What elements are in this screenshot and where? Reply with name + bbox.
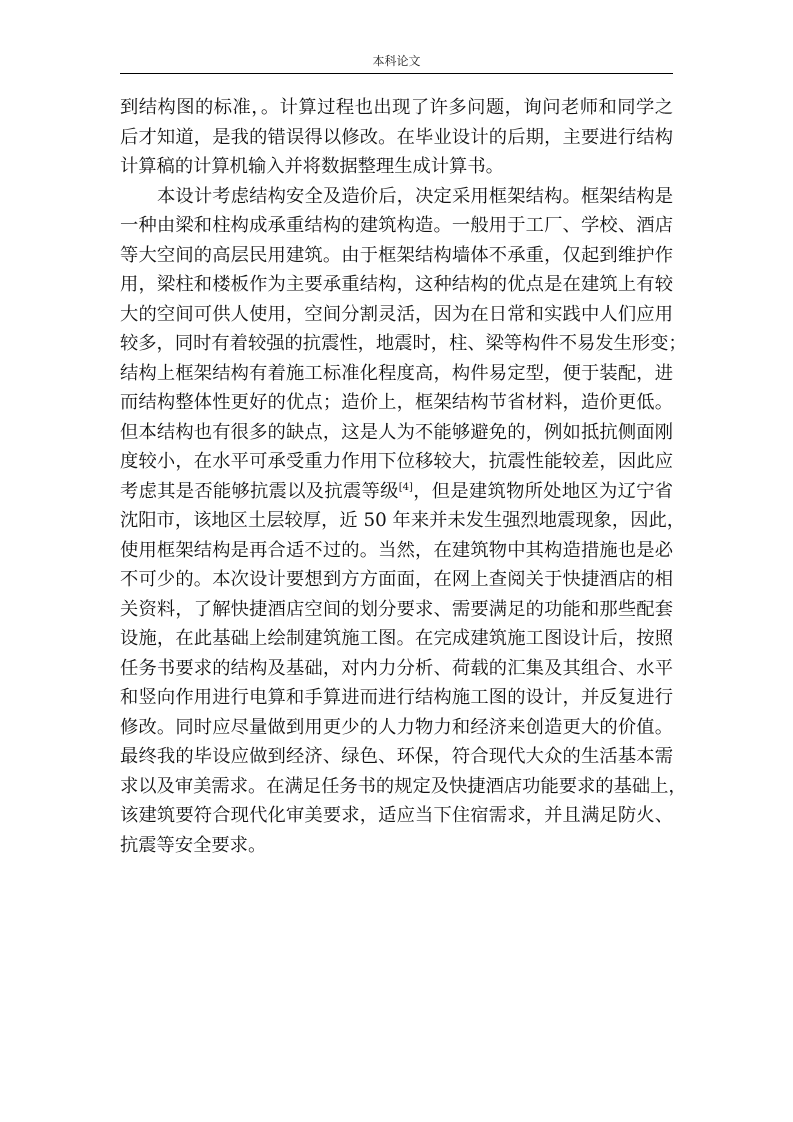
paragraph2-line: 本设计考虑结构安全及造价后，决定采用框架结构。框架结构是	[157, 185, 673, 207]
paragraph2-line: 使用框架结构是再合适不过的。当然，在建筑物中其构造措施也是必	[120, 539, 673, 561]
paragraph2-line: 但本结构也有很多的缺点，这是人为不能够避免的，例如抵抗侧面刚	[120, 421, 673, 443]
paragraph2-line: 关资料，了解快捷酒店空间的划分要求、需要满足的功能和那些配套	[120, 598, 673, 620]
header-divider	[120, 73, 673, 74]
paragraph2-line: 等大空间的高层民用建筑。由于框架结构墙体不承重，仅起到维护作	[120, 244, 673, 266]
paragraph2-line: 不可少的。本次设计要想到方方面面，在网上查阅关于快捷酒店的相	[120, 569, 673, 590]
paragraph2-line: 度较小，在水平可承受重力作用下位移较大，抗震性能较差，因此应	[120, 451, 673, 472]
paragraph2-line: 该建筑要符合现代化审美要求，适应当下住宿需求，并且满足防火、	[120, 805, 673, 826]
paragraph2-line: 抗震等安全要求。	[120, 834, 267, 856]
paragraph2-line: 大的空间可供人使用，空间分割灵活，因为在日常和实践中人们应用	[120, 303, 673, 325]
paragraph2-line: 修改。同时应尽量做到用更少的人力物力和经济来创造更大的价值。	[120, 716, 673, 738]
paragraph2-line: 而结构整体性更好的优点；造价上，框架结构节省材料，造价更低。	[120, 392, 673, 413]
paragraph2-line: 求以及审美需求。在满足任务书的规定及快捷酒店功能要求的基础上，	[120, 775, 687, 797]
paragraph2-line: 设施，在此基础上绘制建筑施工图。在完成建筑施工图设计后，按照	[120, 628, 673, 649]
citation-mark[interactable]: [4]	[398, 481, 413, 493]
paragraph2-line: 沈阳市，该地区土层较厚，近 50 年来并未发生强烈地震现象，因此，	[120, 510, 686, 531]
paragraph2-line: 较多，同时有着较强的抗震性，地震时，柱、梁等构件不易发生形变；	[120, 333, 687, 354]
paragraph2-line: 和竖向作用进行电算和手算进而进行结构施工图的设计，并反复进行	[120, 687, 673, 708]
citation-line-text-after: ，但是建筑物所处地区为辽宁省	[412, 480, 674, 502]
paragraph2-line: 最终我的毕设应做到经济、绿色、环保，符合现代大众的生活基本需	[120, 746, 673, 767]
paragraph2-line: 一种由梁和柱构成承重结构的建筑构造。一般用于工厂、学校、酒店	[120, 215, 673, 236]
paragraph2-line: 结构上框架结构有着施工标准化程度高，构件易定型，便于装配，进	[120, 362, 673, 384]
paragraph2-line: 任务书要求的结构及基础，对内力分析、荷载的汇集及其组合、水平	[120, 657, 673, 679]
paragraph1-line: 计算稿的计算机输入并将数据整理生成计算书。	[120, 156, 504, 177]
paragraph1-line: 到结构图的标准，。计算过程也出现了许多问题，询问老师和同学之	[120, 97, 673, 118]
citation-line-text-before: 考虑其是否能够抗震以及抗震等级	[120, 480, 399, 502]
body-text	[120, 93, 687, 860]
paragraph2-line: 用，梁柱和楼板作为主要承重结构，这种结构的优点是在建筑上有较	[120, 274, 673, 295]
paragraph2-line-with-citation	[120, 477, 673, 507]
paragraph1-line: 后才知道，是我的错误得以修改。在毕业设计的后期，主要进行结构	[120, 126, 673, 148]
page-header-title: 本科论文	[372, 54, 421, 68]
